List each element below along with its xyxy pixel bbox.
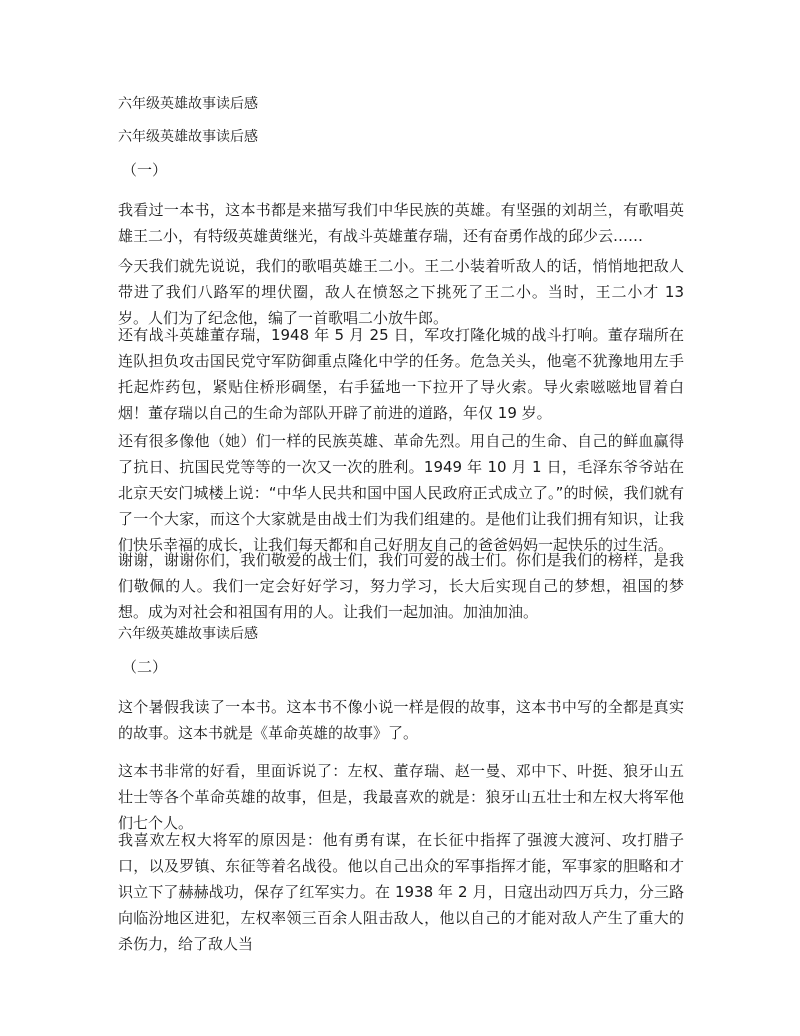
paragraph: 这个暑假我读了一本书。这本书不像小说一样是假的故事，这本书中写的全都是真实的故事。这本书就是《革命英雄的故事》了。 xyxy=(118,698,684,742)
section-2-title: 六年级英雄故事读后感 xyxy=(118,626,258,642)
section-2-marker: （二） xyxy=(122,658,168,676)
paragraph: 这本书非常的好看，里面诉说了：左权、董存瑞、赵一曼、邓中下、叶挺、狼牙山五壮士等各个革命英雄的故事，但是，我最喜欢的就是：狼牙山五壮士和左权大将军他们七个人。 xyxy=(118,762,684,832)
paragraph: 还有战斗英雄董存瑞，1948 年 5 月 25 日，军攻打隆化城的战斗打响。董存瑞所在连队担负攻击国民党守军防御重点隆化中学的任务。危急关头，他毫不犹豫地用左手托起炸药包，紧贴住桥形碉堡，右手猛地一下拉开了导火索。导火索嗞嗞地冒着白烟！董存瑞以自己的生命为部队开辟了前进的道路，年仅 19 岁。 xyxy=(118,326,684,422)
paragraph: 我喜欢左权大将军的原因是：他有勇有谋，在长征中指挥了强渡大渡河、攻打腊子口，以及罗镇、东征等着名战役。他以自己出众的军事指挥才能，军事家的胆略和才识立下了赫赫战功，保存了红军实力。在 1938 年 2 月，日寇出动四万兵力，分三路向临汾地区进犯，左权率领三百余人阻击敌人，他以自己的才能对敌人产生了重大的杀伤力，给了敌人当 xyxy=(118,831,684,953)
section-1-marker: （一） xyxy=(122,161,168,179)
paragraph: 我看过一本书，这本书都是来描写我们中华民族的英雄。有坚强的刘胡兰，有歌唱英雄王二小，有特级英雄黄继光，有战斗英雄董存瑞，还有奋勇作战的邱少云…… xyxy=(118,201,684,245)
section-1-title: 六年级英雄故事读后感 xyxy=(118,129,258,145)
document-title: 六年级英雄故事读后感 xyxy=(118,96,258,112)
paragraph: 谢谢，谢谢你们，我们敬爱的战士们，我们可爱的战士们。你们是我们的榜样，是我们敬佩的人。我们一定会好好学习，努力学习，长大后实现自己的梦想，祖国的梦想。成为对社会和祖国有用的人。让我们一起加油。加油加油。 xyxy=(118,551,684,621)
paragraph: 今天我们就先说说，我们的歌唱英雄王二小。王二小装着听敌人的话，悄悄地把敌人带进了我们八路军的埋伏圈，敌人在愤怒之下挑死了王二小。当时，王二小才 13 岁。人们为了纪念他，编了一首歌唱二小放牛郎。 xyxy=(118,257,684,327)
paragraph: 还有很多像他（她）们一样的民族英雄、革命先烈。用自己的生命、自己的鲜血赢得了抗日、抗国民党等等的一次又一次的胜利。1949 年 10 月 1 日，毛泽东爷爷站在北京天安门城楼上说：“中华人民共和国中国人民政府正式成立了。”的时候，我们就有了一个大家，而这个大家就是由战士们为我们组建的。是他们让我们拥有知识，让我们快乐幸福的成长，让我们每天都和自己好朋友自己的爸爸妈妈一起快乐的过生活。 xyxy=(118,432,684,554)
